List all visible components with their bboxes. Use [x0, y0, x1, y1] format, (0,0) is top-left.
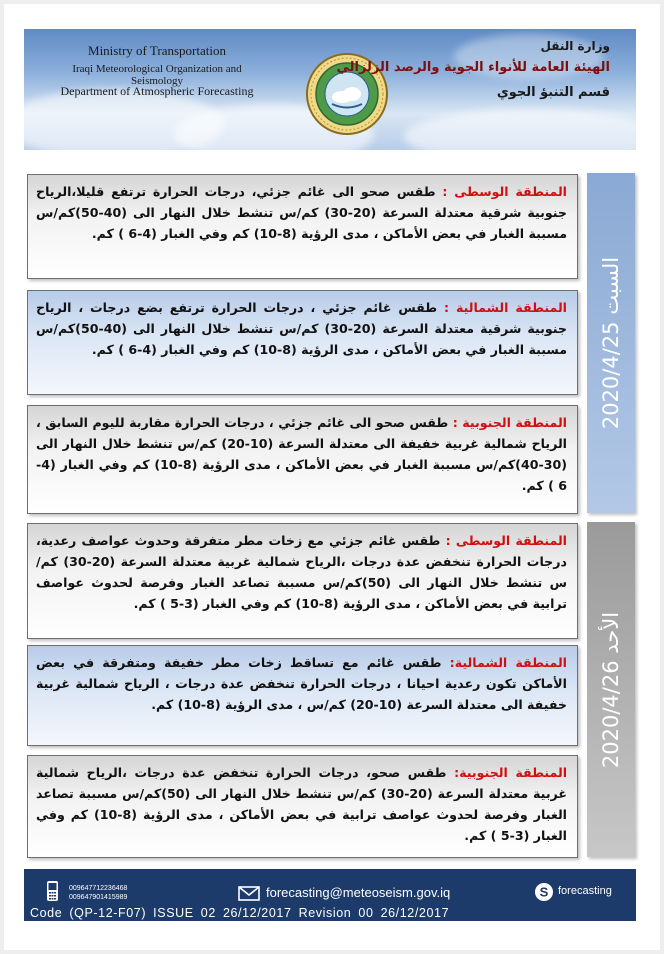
organization-name-en: Iraqi Meteorological Organization and Seismology: [72, 63, 242, 87]
forecast-text: طقس صحو الى غائم جزئي ، درجات الحرارة مقاربة لليوم السابق ، الرياح شمالية غربية خفيفة الى معتدلة السرعة (10-20) كم/س تنشط خلال النهار الى (30-40)كم/س مسببة الغبار في بعض الأماكن ، مدى الرؤية (8-10) كم وفي الغبار (4-6 ) كم.: [36, 415, 567, 493]
email-icon: [238, 886, 260, 901]
forecast-box-day1-central: [27, 174, 578, 279]
svg-text:S: S: [539, 884, 549, 900]
forecast-text: طقس صحو، درجات الحرارة تنخفض عدة درجات ،الرياح شمالية غربية معتدلة السرعة (20-30) كم/س تنشط خلال النهار الى (50)كم/س مسببة تصاعد الغبار وفرصة لحدوث عواصف ترابية في بعض الأماكن ، مدى الرؤية (8-10) كم وفي الغبار (3-5 ) كم.: [36, 765, 567, 843]
forecast-text: طقس غائم جزئي ، درجات الحرارة ترتفع بضع درجات ، الرياح جنوبية شرقية معتدلة السرعة (20-30) كم/س تنشط خلال النهار الى (40-50)كم/س مسببة الغبار في بعض الأماكن ، مدى الرؤية (8-10) كم وفي الغبار (4-6 ) كم.: [36, 300, 568, 357]
forecast-text: طقس غائم مع تساقط زخات مطر خفيفة ومتفرقة في بعض الأماكن تكون رعدية احيانا ، درجات الحرارة تنخفض عدة درجات ، الرياح شمالية غربية خفيفة الى معتدلة السرعة (10-20) كم/س ، مدى الرؤية (8-10) كم.: [36, 655, 567, 712]
forecast-box-day1-south: [27, 405, 578, 514]
region-label: المنطقة الوسطى :: [445, 533, 567, 548]
region-label: المنطقة الجنوبية :: [452, 415, 567, 430]
forecast-box-day2-south: [27, 755, 578, 858]
department-name-en: Department of Atmospheric Forecasting: [60, 84, 254, 98]
phone-numbers: [69, 884, 127, 902]
ministry-name-en: Ministry of Transportation: [88, 43, 226, 58]
forecast-box-day2-north: [27, 645, 578, 746]
date-column-day2: [587, 522, 635, 857]
region-label: المنطقة الشمالية :: [444, 300, 567, 315]
phone-number-2: 009647901415989: [69, 894, 128, 901]
forecast-text: طقس صحو الى غائم جزئي، درجات الحرارة ترتفع قليلا،الرياح جنوبية شرقية معتدلة السرعة (20-30) كم/س تنشط خلال النهار الى (40-50)كم/س مسببة الغبار في بعض الأماكن ، مدى الرؤية (8-10) كم وفي الغبار (4-6 ) كم.: [36, 184, 568, 241]
forecast-text: طقس غائم جزئي مع زخات مطر متفرقة وحدوث عواصف رعدية، درجات الحرارة تنخفض عدة درجات ،الرياح شمالية غربية معتدلة السرعة (20-30) كم/س تنشط خلال النهار الى (50)كم/س مسببة تصاعد الغبار وفرصة لحدوث عواصف ترابية في بعض الأماكن ، مدى الرؤية (8-10) كم وفي الغبار (3-5 ) كم.: [36, 533, 567, 611]
date-label-day2: الأحد 2020/4/26: [599, 611, 623, 768]
skype-username[interactable]: forecasting: [558, 885, 612, 897]
organization-name-ar: الهيئة العامة للأنواء الجوية والرصد الزلزالي: [336, 60, 610, 75]
forecast-box-day1-north: [27, 290, 578, 395]
mobile-phone-icon: [46, 880, 59, 902]
header-banner: [24, 29, 636, 150]
date-label-day1: السبت 2020/4/25: [599, 256, 623, 430]
document-code-line: Code (QP-12-F07) ISSUE 02 26/12/2017 Revision 00 26/12/2017: [30, 906, 450, 920]
skype-icon: [534, 882, 554, 902]
region-label: المنطقة الجنوبية:: [454, 765, 568, 780]
department-name-ar: قسم التنبؤ الجوي: [496, 85, 610, 100]
phone-number-1: 009647712236468: [69, 885, 128, 892]
email-address[interactable]: forecasting@meteoseism.gov.iq: [266, 885, 451, 900]
region-label: المنطقة الشمالية:: [449, 655, 567, 670]
region-label: المنطقة الوسطى :: [442, 184, 567, 199]
ministry-name-ar: وزارة النقل: [540, 39, 610, 53]
forecast-box-day2-central: [27, 523, 578, 639]
footer-bar: [24, 869, 636, 921]
date-column-day1: [587, 173, 635, 513]
